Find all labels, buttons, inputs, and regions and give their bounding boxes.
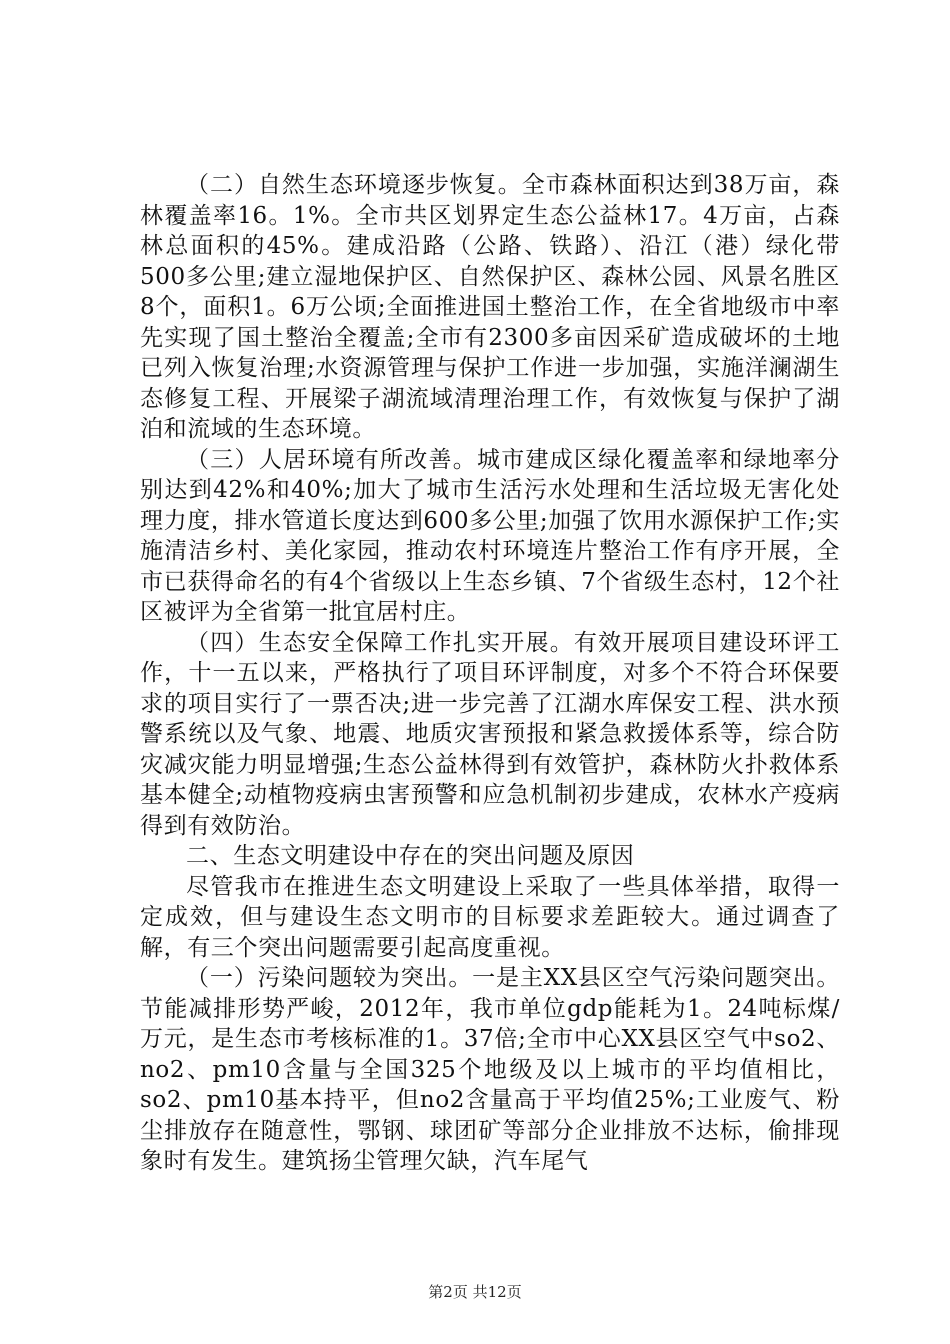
paragraph-intro: 尽管我市在推进生态文明建设上采取了一些具体举措，取得一定成效，但与建设生态文明市的目标要求差距较大。通过调查了解，有三个突出问题需要引起高度重视。 — [140, 873, 840, 961]
paragraph-pollution: （一）污染问题较为突出。一是主XX县区空气污染问题突出。节能减排形势严峻，2012年，我市单位gdp能耗为1。24吨标煤/万元，是生态市考核标准的1。37倍;全市中心XX县区空气中so2、no2、pm10含量与全国325个地级及以上城市的平均值相比，so2、pm10基本持平，但no2含量高于平均值25%;工业废气、粉尘排放存在随意性，鄂钢、球团矿等部分企业排放不达标，偷排现象时有发生。建筑扬尘管理欠缺，汽车尾气 — [140, 965, 840, 1174]
document-body — [140, 170, 840, 1177]
paragraph-section-4: （四）生态安全保障工作扎实开展。有效开展项目建设环评工作，十一五以来，严格执行了项目环评制度，对多个不符合环保要求的项目实行了一票否决;进一步完善了江湖水库保安工程、洪水预警系统以及气象、地震、地质灾害预报和紧急救援体系等，综合防灾减灾能力明显增强;生态公益林得到有效管护，森林防火扑救体系基本健全;动植物疫病虫害预警和应急机制初步建成，农林水产疫病得到有效防治。 — [140, 629, 840, 839]
paragraph-section-2: （二）自然生态环境逐步恢复。全市森林面积达到38万亩，森林覆盖率16。1%。全市共区划界定生态公益林17。4万亩，占森林总面积的45%。建成沿路（公路、铁路）、沿江（港）绿化带500多公里;建立湿地保护区、自然保护区、森林公园、风景名胜区8个，面积1。6万公顷;全面推进国土整治工作，在全省地级市中率先实现了国土整治全覆盖;全市有2300多亩因采矿造成破坏的土地已列入恢复治理;水资源管理与保护工作进一步加强，实施洋澜湖生态修复工程、开展梁子湖流域清理治理工作，有效恢复与保护了湖泊和流域的生态环境。 — [140, 172, 840, 442]
paragraph-section-3: （三）人居环境有所改善。城市建成区绿化覆盖率和绿地率分别达到42%和40%;加大了城市生活污水处理和生活垃圾无害化处理力度，排水管道长度达到600多公里;加强了饮用水源保护工作;实施清洁乡村、美化家园，推动农村环境连片整治工作有序开展，全市已获得命名的有4个省级以上生态乡镇、7个省级生态村，12个社区被评为全省第一批宜居村庄。 — [140, 446, 840, 625]
page-footer: 第2页 共12页 — [428, 1283, 522, 1301]
section-heading: 二、生态文明建设中存在的突出问题及原因 — [186, 843, 635, 869]
